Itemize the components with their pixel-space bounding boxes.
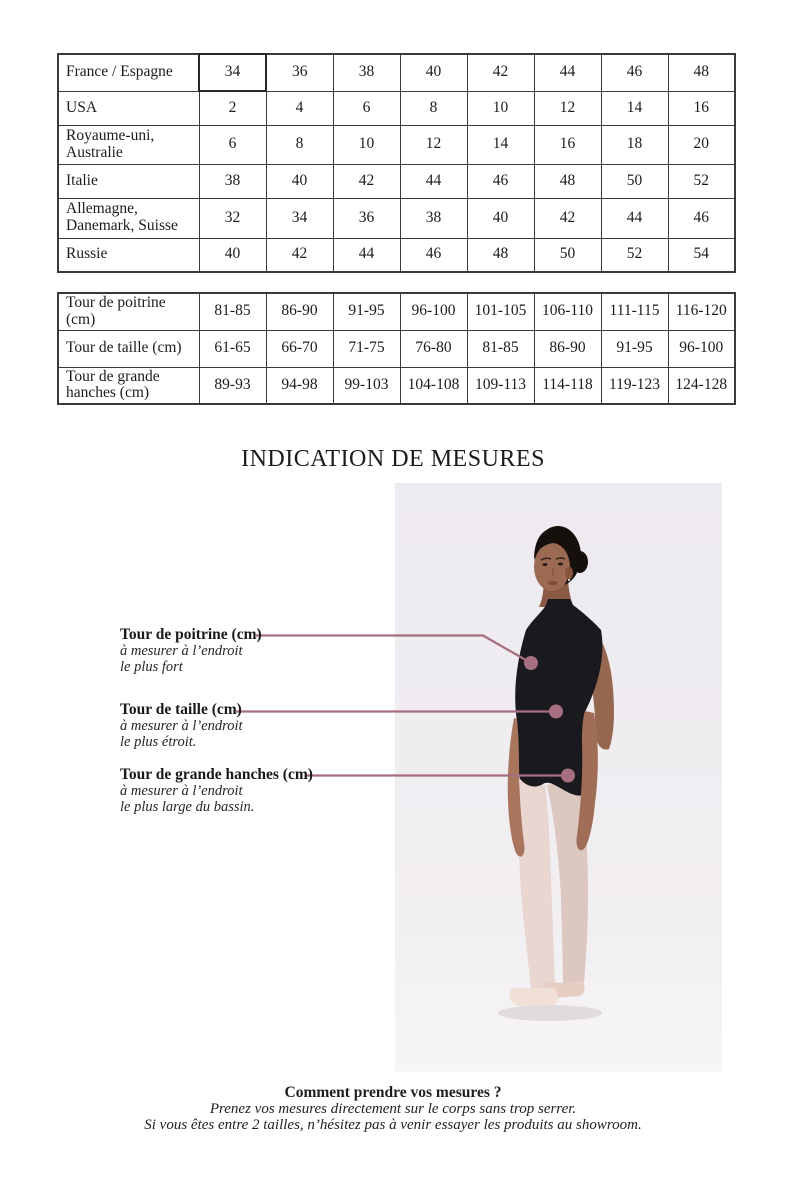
value-cell: 71-75 <box>333 330 400 367</box>
value-cell: 14 <box>601 91 668 125</box>
value-cell: 42 <box>534 198 601 238</box>
value-cell: 48 <box>668 54 735 91</box>
value-cell: 10 <box>467 91 534 125</box>
row-label: Russie <box>58 238 199 272</box>
row-label: Tour de grande hanches (cm) <box>58 367 199 404</box>
model-figure <box>395 483 722 1072</box>
value-cell: 66-70 <box>266 330 333 367</box>
value-cell: 109-113 <box>467 367 534 404</box>
value-cell: 42 <box>333 164 400 198</box>
row-label: Tour de poitrine (cm) <box>58 293 199 330</box>
value-cell: 81-85 <box>199 293 266 330</box>
row-label: Tour de taille (cm) <box>58 330 199 367</box>
table-row <box>58 164 735 198</box>
value-cell: 119-123 <box>601 367 668 404</box>
value-cell: 6 <box>333 91 400 125</box>
footer-line: Prenez vos mesures directement sur le corps sans trop serrer. <box>209 1101 577 1117</box>
annotation-desc-line: le plus fort <box>120 659 183 675</box>
annotation-desc-line: le plus large du bassin. <box>120 799 255 815</box>
value-cell: 40 <box>467 198 534 238</box>
value-cell: 86-90 <box>534 330 601 367</box>
value-cell: 46 <box>400 238 467 272</box>
model-hair-bun <box>572 551 588 573</box>
value-cell: 46 <box>601 54 668 91</box>
value-cell: 4 <box>266 91 333 125</box>
annotation-taille <box>120 701 243 750</box>
footer-title: Comment prendre vos mesures ? <box>284 1084 502 1101</box>
value-cell: 94-98 <box>266 367 333 404</box>
value-cell: 12 <box>534 91 601 125</box>
model-earring <box>568 579 570 581</box>
value-cell: 40 <box>266 164 333 198</box>
annotation-title: Tour de grande hanches (cm) <box>120 766 313 783</box>
table-row <box>58 330 735 367</box>
table-row <box>58 198 735 238</box>
value-cell: 104-108 <box>400 367 467 404</box>
annotation-poitrine <box>120 626 262 675</box>
row-label: Allemagne, Danemark, Suisse <box>58 198 199 238</box>
table-row <box>58 125 735 164</box>
value-cell: 89-93 <box>199 367 266 404</box>
value-cell: 106-110 <box>534 293 601 330</box>
value-cell: 50 <box>601 164 668 198</box>
value-cell: 81-85 <box>467 330 534 367</box>
value-cell: 114-118 <box>534 367 601 404</box>
value-cell: 101-105 <box>467 293 534 330</box>
value-cell: 46 <box>668 198 735 238</box>
value-cell: 91-95 <box>601 330 668 367</box>
value-cell: 50 <box>534 238 601 272</box>
model-eye-right <box>558 563 563 566</box>
value-cell: 36 <box>333 198 400 238</box>
value-cell: 34 <box>266 198 333 238</box>
value-cell: 111-115 <box>601 293 668 330</box>
value-cell: 8 <box>400 91 467 125</box>
footer-line: Si vous êtes entre 2 tailles, n’hésitez pas à venir essayer les produits au showroom. <box>144 1116 642 1133</box>
annotation-title: Tour de taille (cm) <box>120 701 242 718</box>
value-cell: 38 <box>333 54 400 91</box>
value-cell: 6 <box>199 125 266 164</box>
value-cell: 91-95 <box>333 293 400 330</box>
value-cell: 61-65 <box>199 330 266 367</box>
value-cell: 99-103 <box>333 367 400 404</box>
value-cell: 124-128 <box>668 367 735 404</box>
value-cell: 116-120 <box>668 293 735 330</box>
section-title: INDICATION DE MESURES <box>241 446 545 472</box>
value-cell: 42 <box>467 54 534 91</box>
value-cell: 14 <box>467 125 534 164</box>
value-cell: 32 <box>199 198 266 238</box>
model-photo <box>395 483 722 1072</box>
value-cell: 44 <box>601 198 668 238</box>
footer-instructions <box>0 1084 786 1133</box>
row-label: France / Espagne <box>58 54 199 91</box>
annotation-desc-line: à mesurer à l’endroit <box>120 643 243 659</box>
country-size-table <box>57 53 736 273</box>
body-measure-table <box>57 292 736 405</box>
table-row <box>58 367 735 404</box>
model-shoe-front <box>509 988 557 1006</box>
row-label: USA <box>58 91 199 125</box>
value-cell: 34 <box>199 54 266 91</box>
model-eye-left <box>542 563 547 566</box>
value-cell: 44 <box>333 238 400 272</box>
value-cell: 44 <box>534 54 601 91</box>
value-cell: 76-80 <box>400 330 467 367</box>
value-cell: 48 <box>467 238 534 272</box>
value-cell: 38 <box>400 198 467 238</box>
annotation-desc-line: le plus étroit. <box>120 734 197 750</box>
model-ear <box>565 567 573 580</box>
annotation-title: Tour de poitrine (cm) <box>120 626 262 643</box>
value-cell: 96-100 <box>400 293 467 330</box>
value-cell: 46 <box>467 164 534 198</box>
row-label: Italie <box>58 164 199 198</box>
table-row <box>58 91 735 125</box>
annotation-hanches <box>120 766 313 815</box>
annotation-desc-line: à mesurer à l’endroit <box>120 783 243 799</box>
country-size-table-body <box>58 54 735 272</box>
value-cell: 8 <box>266 125 333 164</box>
table-row <box>58 293 735 330</box>
table-row <box>58 238 735 272</box>
row-label: Royaume-uni, Australie <box>58 125 199 164</box>
value-cell: 44 <box>400 164 467 198</box>
value-cell: 36 <box>266 54 333 91</box>
value-cell: 16 <box>668 91 735 125</box>
annotation-desc-line: à mesurer à l’endroit <box>120 718 243 734</box>
value-cell: 2 <box>199 91 266 125</box>
model-lips <box>548 581 558 585</box>
value-cell: 42 <box>266 238 333 272</box>
floor-shadow <box>498 1005 602 1021</box>
value-cell: 16 <box>534 125 601 164</box>
value-cell: 38 <box>199 164 266 198</box>
value-cell: 54 <box>668 238 735 272</box>
value-cell: 48 <box>534 164 601 198</box>
value-cell: 96-100 <box>668 330 735 367</box>
value-cell: 20 <box>668 125 735 164</box>
value-cell: 40 <box>199 238 266 272</box>
value-cell: 52 <box>668 164 735 198</box>
table-row <box>58 54 735 91</box>
value-cell: 10 <box>333 125 400 164</box>
value-cell: 86-90 <box>266 293 333 330</box>
value-cell: 40 <box>400 54 467 91</box>
value-cell: 12 <box>400 125 467 164</box>
value-cell: 52 <box>601 238 668 272</box>
body-measure-table-body <box>58 293 735 404</box>
value-cell: 18 <box>601 125 668 164</box>
